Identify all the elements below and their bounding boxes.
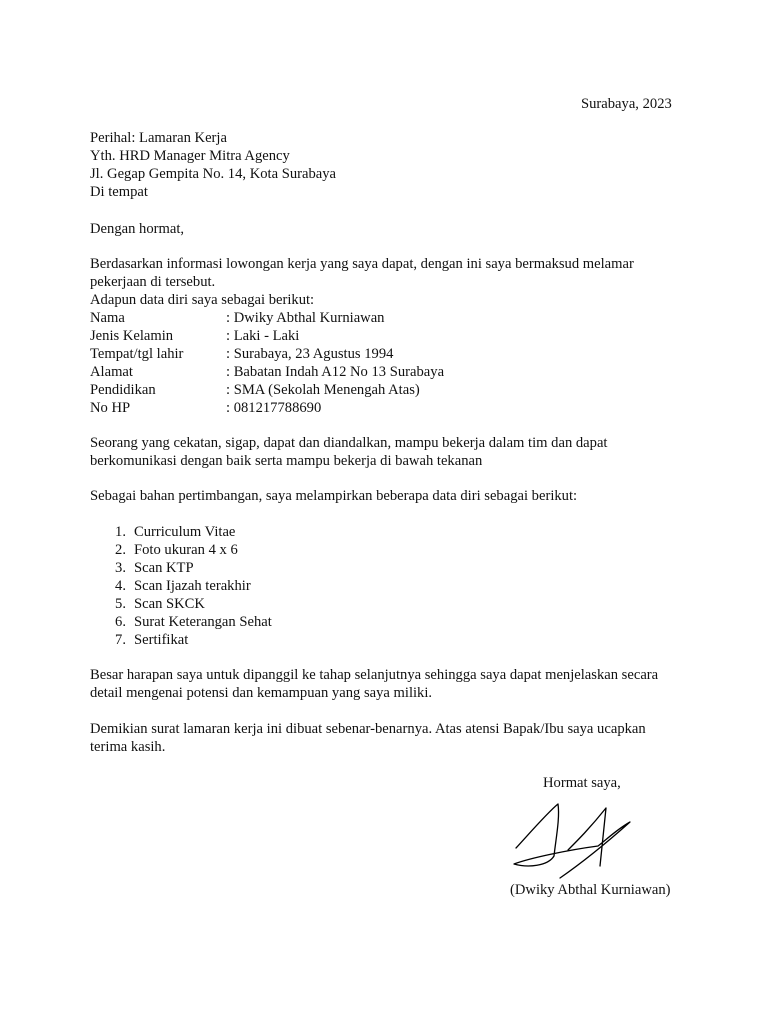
bio-value: : Surabaya, 23 Agustus 1994: [226, 346, 394, 362]
bio-label: Alamat: [90, 364, 133, 380]
attachments-list: [80, 523, 680, 649]
bio-row: [90, 399, 690, 417]
bio-row: [90, 327, 690, 345]
list-number: 6 .: [80, 613, 126, 631]
qualities-line-2: berkomunikasi dengan baik serta mampu bekerja di bawah tekanan: [90, 453, 483, 469]
bio-value: : Babatan Indah A12 No 13 Surabaya: [226, 364, 445, 380]
intro-line-3: Adapun data diri saya sebagai berikut:: [90, 292, 315, 308]
list-number: 7 .: [80, 631, 126, 649]
list-text: Scan Ijazah terakhir: [134, 578, 251, 594]
attachments-intro: Sebagai bahan pertimbangan, saya melampirkan beberapa data diri sebagai berikut:: [90, 488, 578, 504]
bio-value: : SMA (Sekolah Menengah Atas): [226, 382, 420, 398]
sign-off: Hormat saya,: [543, 775, 621, 791]
list-number: 5 .: [80, 595, 126, 613]
qualities-paragraph: [90, 434, 690, 470]
greeting: Dengan hormat,: [90, 221, 185, 237]
list-number: 4 .: [80, 577, 126, 595]
bio-label: Jenis Kelamin: [90, 328, 174, 344]
intro-line-1: Berdasarkan informasi lowongan kerja yang saya dapat, dengan ini saya bermaksud melamar: [90, 256, 634, 272]
closing-line-2: terima kasih.: [90, 739, 166, 755]
hope-paragraph: [90, 666, 690, 702]
location-line: Di tempat: [90, 184, 148, 200]
list-text: Surat Keterangan Sehat: [134, 614, 272, 630]
list-item: [80, 595, 680, 613]
list-text: Scan SKCK: [134, 596, 205, 612]
bio-label: Pendidikan: [90, 382, 156, 398]
bio-table: [90, 309, 690, 417]
bio-row: [90, 363, 690, 381]
bio-label: Nama: [90, 310, 125, 326]
qualities-line-1: Seorang yang cekatan, sigap, dapat dan diandalkan, mampu bekerja dalam tim dan dapat: [90, 435, 608, 451]
list-text: Foto ukuran 4 x 6: [134, 542, 238, 558]
list-item: [80, 541, 680, 559]
letter-header: [90, 129, 690, 201]
bio-value: : Dwiky Abthal Kurniawan: [226, 310, 385, 326]
list-number: 2 .: [80, 541, 126, 559]
intro-paragraph: [90, 255, 690, 309]
closing-line-1: Demikian surat lamaran kerja ini dibuat sebenar-benarnya. Atas atensi Bapak/Ibu saya ucapkan: [90, 721, 646, 737]
hope-line-2: detail mengenai potensi dan kemampuan yang saya miliki.: [90, 685, 433, 701]
recipient-line: Yth. HRD Manager Mitra Agency: [90, 148, 290, 164]
bio-value: : Laki - Laki: [226, 328, 300, 344]
list-item: [80, 613, 680, 631]
bio-row: [90, 309, 690, 327]
address-line: Jl. Gegap Gempita No. 14, Kota Surabaya: [90, 166, 337, 182]
bio-row: [90, 381, 690, 399]
bio-value: : 081217788690: [226, 400, 322, 416]
closing-paragraph: [90, 720, 690, 756]
list-item: [80, 577, 680, 595]
list-text: Curriculum Vitae: [134, 524, 236, 540]
bio-row: [90, 345, 690, 363]
list-item: [80, 631, 680, 649]
list-number: 1 .: [80, 523, 126, 541]
place-date: Surabaya, 2023: [581, 96, 672, 112]
intro-line-2: pekerjaan di tersebut.: [90, 274, 216, 290]
list-text: Scan KTP: [134, 560, 194, 576]
list-text: Sertifikat: [134, 632, 189, 648]
hope-line-1: Besar harapan saya untuk dipanggil ke tahap selanjutnya sehingga saya dapat menjelaskan secara: [90, 667, 659, 683]
list-number: 3 .: [80, 559, 126, 577]
list-item: [80, 523, 680, 541]
bio-label: Tempat/tgl lahir: [90, 346, 184, 362]
subject-line: Perihal: Lamaran Kerja: [90, 130, 227, 146]
bio-label: No HP: [90, 400, 131, 416]
signer-name: (Dwiky Abthal Kurniawan): [510, 882, 671, 898]
signature-image: [508, 800, 638, 880]
list-item: [80, 559, 680, 577]
